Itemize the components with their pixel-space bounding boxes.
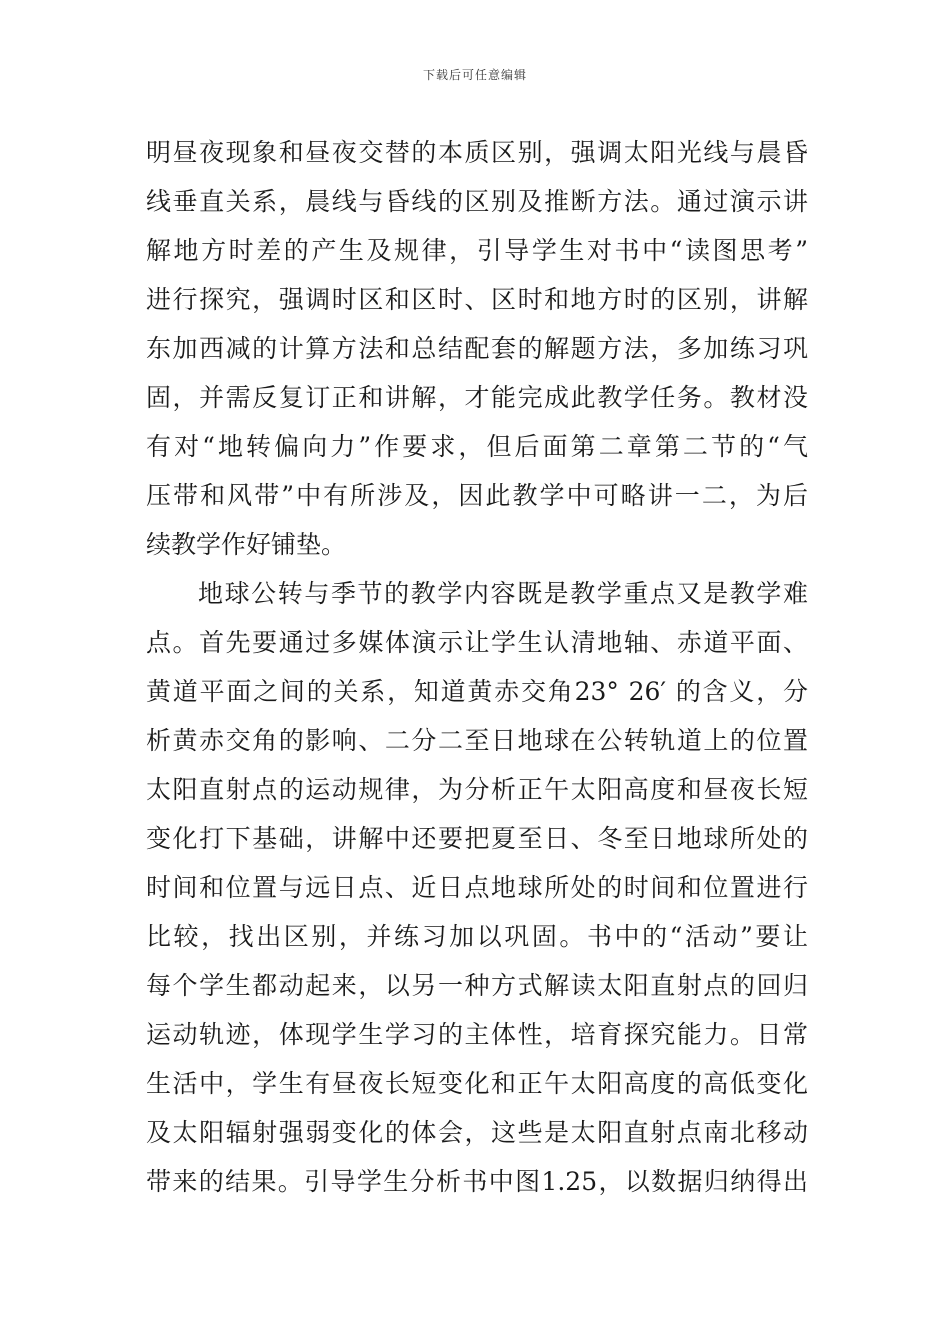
text-line: 点。首先要通过多媒体演示让学生认清地轴、赤道平面、 [146,628,808,657]
text-line: 变化打下基础，讲解中还要把夏至日、冬至日地球所处的 [146,824,808,853]
text-line: 续教学作好铺垫。 [146,530,347,559]
text-line: 明昼夜现象和昼夜交替的本质区别，强调太阳光线与晨昏 [146,138,808,167]
page-header: 下载后可任意编辑 [422,68,527,82]
text-line: 东加西减的计算方法和总结配套的解题方法，多加练习巩 [146,334,808,363]
text-line: 析黄赤交角的影响、二分二至日地球在公转轨道上的位置 [146,726,808,755]
text-line: 有对“地转偏向力”作要求，但后面第二章第二节的“气 [146,432,808,461]
text-line: 地球公转与季节的教学内容既是教学重点又是教学难 [198,579,808,608]
text-line: 太阳直射点的运动规律，为分析正午太阳高度和昼夜长短 [146,775,808,804]
text-line: 线垂直关系，晨线与昏线的区别及推断方法。通过演示讲 [146,187,808,216]
text-line: 带来的结果。引导学生分析书中图1.25，以数据归纳得出 [146,1167,808,1196]
text-line: 压带和风带”中有所涉及，因此教学中可略讲一二，为后 [146,481,808,510]
text-line: 固，并需反复订正和讲解，才能完成此教学任务。教材没 [146,383,808,412]
text-line: 每个学生都动起来，以另一种方式解读太阳直射点的回归 [146,971,808,1000]
text-line: 进行探究，强调时区和区时、区时和地方时的区别，讲解 [146,285,808,314]
body-text [146,128,808,1206]
text-line: 及太阳辐射强弱变化的体会，这些是太阳直射点南北移动 [146,1118,808,1147]
text-line: 时间和位置与远日点、近日点地球所处的时间和位置进行 [146,873,808,902]
paragraph-2 [146,569,808,1206]
text-line: 生活中，学生有昼夜长短变化和正午太阳高度的高低变化 [146,1069,808,1098]
text-line: 解地方时差的产生及规律，引导学生对书中“读图思考” [146,236,808,265]
text-line: 运动轨迹，体现学生学习的主体性，培育探究能力。日常 [146,1020,808,1049]
text-line: 黄道平面之间的关系，知道黄赤交角23° 26′ 的含义，分 [146,677,808,706]
text-line: 比较，找出区别，并练习加以巩固。书中的“活动”要让 [146,922,808,951]
paragraph-1 [146,128,808,569]
